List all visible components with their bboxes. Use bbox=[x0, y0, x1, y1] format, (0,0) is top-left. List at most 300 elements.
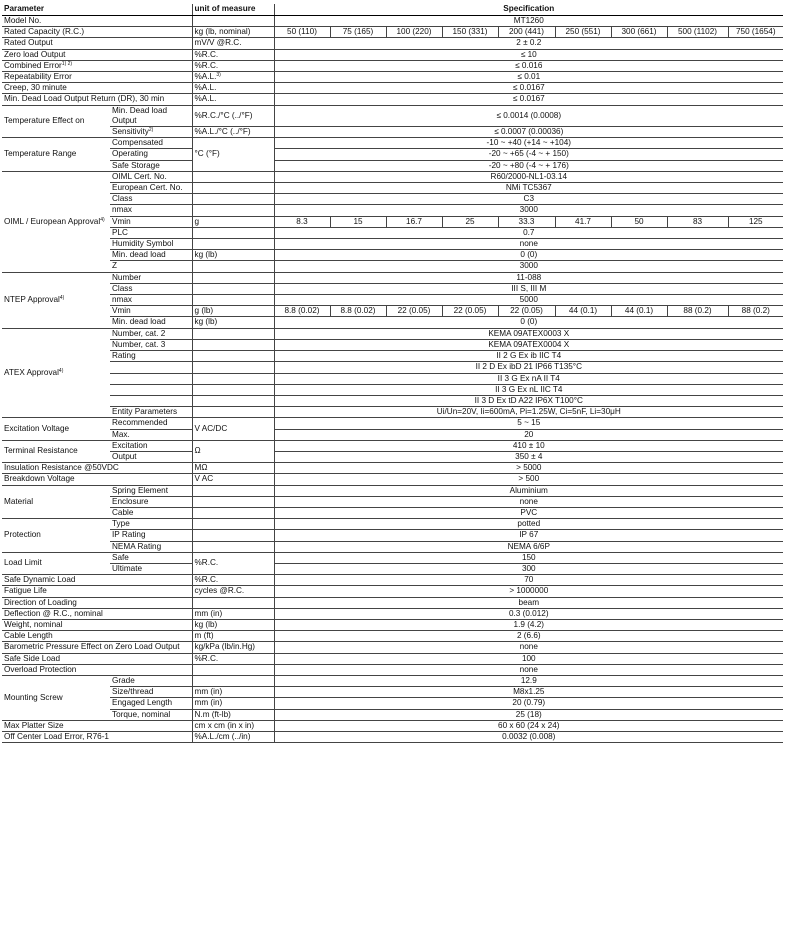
parameter-cell bbox=[2, 597, 192, 608]
parameter-cell bbox=[2, 732, 192, 743]
sub-parameter bbox=[110, 373, 192, 384]
header-specification: Specification bbox=[274, 4, 783, 16]
sub-parameter bbox=[110, 239, 192, 250]
unit-cell bbox=[192, 530, 274, 541]
spec-value: 150 bbox=[274, 552, 783, 563]
sub-parameter bbox=[110, 216, 192, 227]
parameter-text: Zero load Output bbox=[4, 49, 66, 59]
unit-cell bbox=[192, 94, 274, 105]
unit-text: kg (lb, nominal) bbox=[194, 27, 251, 37]
value-cell: 44 (0.1) bbox=[555, 306, 611, 317]
unit-cell bbox=[192, 407, 274, 418]
sub-parameter bbox=[110, 687, 192, 698]
unit-text: cm x cm (in x in) bbox=[194, 720, 255, 730]
parameter-text: Off Center Load Error, R76-1 bbox=[4, 732, 109, 741]
unit-text: %R.C. bbox=[194, 653, 219, 663]
parameter-text: Creep, 30 minute bbox=[4, 83, 67, 93]
sub-parameter bbox=[110, 496, 192, 507]
table-row bbox=[2, 160, 783, 171]
spec-value: none bbox=[274, 642, 783, 653]
sub-parameter-text: Safe bbox=[112, 552, 129, 562]
table-row bbox=[2, 194, 783, 205]
parameter-cell bbox=[2, 608, 192, 619]
table-row bbox=[2, 586, 783, 597]
footnote-marker: 1) 2) bbox=[61, 60, 73, 67]
unit-text: V AC bbox=[194, 474, 214, 484]
unit-cell bbox=[192, 60, 274, 71]
unit-cell bbox=[192, 183, 274, 194]
group-label-text: Temperature Effect on bbox=[4, 116, 85, 126]
table-row bbox=[2, 485, 783, 496]
unit-cell: kg (lb) bbox=[192, 317, 274, 328]
unit-text: MΩ bbox=[194, 463, 208, 473]
sub-parameter bbox=[110, 709, 192, 720]
sub-parameter-text: Excitation bbox=[112, 440, 148, 450]
value-cell: 41.7 bbox=[555, 216, 611, 227]
unit-cell: kg (lb) bbox=[192, 250, 274, 261]
value-cell: 500 (1102) bbox=[667, 27, 728, 38]
sub-parameter-text: Output bbox=[112, 451, 137, 461]
sub-parameter-text: Operating bbox=[112, 149, 148, 159]
sub-parameter bbox=[110, 440, 192, 451]
sub-parameter-text: Vmin bbox=[112, 216, 131, 226]
group-label bbox=[2, 138, 110, 172]
table-row bbox=[2, 653, 783, 664]
parameter-cell bbox=[2, 586, 192, 597]
sub-parameter bbox=[110, 407, 192, 418]
table-row bbox=[2, 429, 783, 440]
sub-parameter-text: Min. Dead load Output bbox=[112, 105, 168, 125]
spec-value: 0.7 bbox=[274, 227, 783, 238]
group-label-text: NTEP Approval bbox=[4, 295, 60, 305]
sub-parameter bbox=[110, 183, 192, 194]
group-label bbox=[2, 675, 110, 720]
sub-parameter bbox=[110, 171, 192, 182]
footnote-marker: 2) bbox=[148, 127, 154, 134]
sub-parameter bbox=[110, 105, 192, 126]
unit-text: mV/V @R.C. bbox=[194, 38, 242, 48]
sub-parameter-text: Torque, nominal bbox=[112, 709, 171, 719]
parameter-cell bbox=[2, 619, 192, 630]
sub-parameter-text: Recommended bbox=[112, 418, 168, 428]
spec-value: -20 ~ +65 (-4 ~ + 150) bbox=[274, 149, 783, 160]
group-label-text: Protection bbox=[4, 530, 41, 540]
group-label bbox=[2, 328, 110, 418]
unit-text: %A.L. bbox=[194, 72, 217, 82]
table-row bbox=[2, 563, 783, 574]
spec-value: > 1000000 bbox=[274, 586, 783, 597]
sub-parameter bbox=[110, 127, 192, 138]
group-label-text: Mounting Screw bbox=[4, 692, 63, 702]
unit-text: m (ft) bbox=[194, 631, 214, 641]
unit-cell bbox=[192, 720, 274, 731]
value-cell: 8.8 (0.02) bbox=[274, 306, 330, 317]
spec-value: IP 67 bbox=[274, 530, 783, 541]
value-cell: 8.8 (0.02) bbox=[330, 306, 386, 317]
parameter-text: Safe Side Load bbox=[4, 653, 60, 663]
parameter-text: Insulation Resistance @50VDC bbox=[4, 463, 119, 473]
unit-cell bbox=[192, 496, 274, 507]
table-row bbox=[2, 339, 783, 350]
spec-value: 11-088 bbox=[274, 272, 783, 283]
unit-cell bbox=[192, 474, 274, 485]
unit-text: kg (lb) bbox=[194, 619, 218, 629]
table-row bbox=[2, 463, 783, 474]
spec-value: 0 (0) bbox=[274, 317, 783, 328]
spec-value: ≤ 0.0167 bbox=[274, 83, 783, 94]
group-label bbox=[2, 105, 110, 138]
unit-cell bbox=[192, 205, 274, 216]
unit-cell bbox=[192, 373, 274, 384]
parameter-text: Overload Protection bbox=[4, 664, 77, 674]
unit-cell bbox=[192, 541, 274, 552]
spec-value: II 3 G Ex nL IIC T4 bbox=[274, 384, 783, 395]
spec-value: KEMA 09ATEX0004 X bbox=[274, 339, 783, 350]
unit-cell bbox=[192, 272, 274, 283]
table-row bbox=[2, 283, 783, 294]
value-cell: 33.3 bbox=[498, 216, 555, 227]
unit-cell bbox=[192, 575, 274, 586]
unit-cell bbox=[192, 642, 274, 653]
table-row bbox=[2, 72, 783, 83]
value-cell: 88 (0.2) bbox=[728, 306, 783, 317]
parameter-cell bbox=[2, 474, 192, 485]
sub-parameter-text: Number, cat. 3 bbox=[112, 339, 166, 349]
group-label bbox=[2, 552, 110, 574]
sub-parameter-text: Compensated bbox=[112, 138, 163, 148]
parameter-text: Direction of Loading bbox=[4, 597, 77, 607]
table-row bbox=[2, 105, 783, 126]
spec-value: ≤ 0.0167 bbox=[274, 94, 783, 105]
spec-value: -10 ~ +40 (+14 ~ +104) bbox=[274, 138, 783, 149]
unit-cell bbox=[192, 295, 274, 306]
sub-parameter bbox=[110, 395, 192, 406]
sub-parameter bbox=[110, 541, 192, 552]
spec-value: 0.3 (0.012) bbox=[274, 608, 783, 619]
table-row bbox=[2, 541, 783, 552]
unit-cell bbox=[192, 732, 274, 743]
value-cell: 16.7 bbox=[386, 216, 442, 227]
value-cell: 88 (0.2) bbox=[667, 306, 728, 317]
sub-parameter-text: Class bbox=[112, 194, 133, 204]
table-row bbox=[2, 664, 783, 675]
spec-value: R60/2000-NL1-03.14 bbox=[274, 171, 783, 182]
table-row bbox=[2, 60, 783, 71]
table-row bbox=[2, 261, 783, 272]
parameter-cell bbox=[2, 575, 192, 586]
unit-cell: °C (°F) bbox=[192, 138, 274, 172]
unit-cell bbox=[192, 261, 274, 272]
value-cell: 44 (0.1) bbox=[611, 306, 667, 317]
value-cell: 125 bbox=[728, 216, 783, 227]
value-cell: 22 (0.05) bbox=[498, 306, 555, 317]
sub-parameter bbox=[110, 507, 192, 518]
unit-cell: %R.C./°C (../°F) bbox=[192, 105, 274, 126]
header-unit: unit of measure bbox=[192, 4, 274, 16]
sub-parameter-text: PLC bbox=[112, 227, 128, 237]
header-parameter: Parameter bbox=[2, 4, 192, 16]
sub-parameter bbox=[110, 418, 192, 429]
sub-parameter bbox=[110, 675, 192, 686]
sub-parameter bbox=[110, 451, 192, 462]
parameter-text: Cable Length bbox=[4, 631, 53, 641]
parameter-text: Rated Output bbox=[4, 38, 53, 48]
table-row bbox=[2, 127, 783, 138]
table-row bbox=[2, 575, 783, 586]
unit-text: %R.C. bbox=[194, 60, 219, 70]
table-row bbox=[2, 328, 783, 339]
spec-value: ≤ 0.016 bbox=[274, 60, 783, 71]
parameter-cell bbox=[2, 642, 192, 653]
unit-cell bbox=[192, 395, 274, 406]
unit-cell bbox=[192, 608, 274, 619]
table-row bbox=[2, 384, 783, 395]
specification-table bbox=[2, 4, 783, 743]
spec-value: ≤ 10 bbox=[274, 49, 783, 60]
table-row bbox=[2, 418, 783, 429]
parameter-cell bbox=[2, 16, 192, 27]
value-cell: 150 (331) bbox=[442, 27, 498, 38]
table-row bbox=[2, 687, 783, 698]
unit-text: mm (in) bbox=[194, 608, 223, 618]
table-row bbox=[2, 49, 783, 60]
table-row bbox=[2, 94, 783, 105]
table-header-row bbox=[2, 4, 783, 16]
spec-value: Ui/Un=20V, Ii=600mA, Pi=1.25W, Ci=5nF, Li=30μH bbox=[274, 407, 783, 418]
table-row bbox=[2, 451, 783, 462]
table-row bbox=[2, 597, 783, 608]
sub-parameter bbox=[110, 698, 192, 709]
spec-value: 70 bbox=[274, 575, 783, 586]
parameter-text: Model No. bbox=[4, 16, 42, 25]
parameter-text: Barometric Pressure Effect on Zero Load Output bbox=[4, 642, 180, 652]
sub-parameter-text: Min. dead load bbox=[112, 250, 166, 260]
table-row bbox=[2, 642, 783, 653]
parameter-text: Min. Dead Load Output Return (DR), 30 min bbox=[4, 94, 165, 104]
table-row bbox=[2, 183, 783, 194]
parameter-text: Max Platter Size bbox=[4, 720, 64, 730]
table-row bbox=[2, 507, 783, 518]
value-cell: 83 bbox=[667, 216, 728, 227]
unit-text: %A.L./cm (../in) bbox=[194, 732, 251, 741]
spec-value: > 500 bbox=[274, 474, 783, 485]
spec-value: 2 (6.6) bbox=[274, 631, 783, 642]
unit-cell bbox=[192, 16, 274, 27]
spec-value: NMi TC5367 bbox=[274, 183, 783, 194]
sub-parameter-text: Size/thread bbox=[112, 687, 154, 697]
unit-cell bbox=[192, 619, 274, 630]
table-row bbox=[2, 440, 783, 451]
value-cell: 200 (441) bbox=[498, 27, 555, 38]
spec-value: none bbox=[274, 239, 783, 250]
sub-parameter bbox=[110, 429, 192, 440]
unit-cell bbox=[192, 49, 274, 60]
group-label bbox=[2, 519, 110, 553]
table-row bbox=[2, 239, 783, 250]
parameter-cell bbox=[2, 720, 192, 731]
unit-cell bbox=[192, 351, 274, 362]
table-row bbox=[2, 698, 783, 709]
value-cell: 750 (1654) bbox=[728, 27, 783, 38]
sub-parameter bbox=[110, 138, 192, 149]
sub-parameter bbox=[110, 351, 192, 362]
sub-parameter-text: Engaged Length bbox=[112, 698, 173, 708]
unit-text: kg/kPa (lb/in.Hg) bbox=[194, 642, 256, 652]
parameter-text: Deflection @ R.C., nominal bbox=[4, 608, 103, 618]
unit-text: %A.L. bbox=[194, 94, 217, 104]
table-row bbox=[2, 362, 783, 373]
sub-parameter-text: Grade bbox=[112, 675, 135, 685]
sub-parameter-text: Min. dead load bbox=[112, 317, 166, 327]
value-cell: 50 (110) bbox=[274, 27, 330, 38]
group-label bbox=[2, 440, 110, 462]
spec-value: III S, III M bbox=[274, 283, 783, 294]
unit-cell bbox=[192, 227, 274, 238]
group-label-text: Terminal Resistance bbox=[4, 446, 78, 456]
sub-parameter-text: Ultimate bbox=[112, 563, 143, 573]
unit-cell bbox=[192, 362, 274, 373]
group-label-text: Excitation Voltage bbox=[4, 423, 70, 433]
sub-parameter-text: Cable bbox=[112, 507, 134, 517]
unit-cell bbox=[192, 463, 274, 474]
unit-cell bbox=[192, 38, 274, 49]
spec-value: 410 ± 10 bbox=[274, 440, 783, 451]
sub-parameter bbox=[110, 519, 192, 530]
table-row bbox=[2, 474, 783, 485]
unit-text: %R.C. bbox=[194, 575, 219, 585]
spec-value: 0 (0) bbox=[274, 250, 783, 261]
value-cell: 15 bbox=[330, 216, 386, 227]
unit-cell bbox=[192, 631, 274, 642]
sub-parameter-text: Sensitivity bbox=[112, 127, 149, 137]
sub-parameter-text: OIML Cert. No. bbox=[112, 171, 167, 181]
value-cell: 75 (165) bbox=[330, 27, 386, 38]
parameter-cell bbox=[2, 94, 192, 105]
value-cell: 300 (661) bbox=[611, 27, 667, 38]
unit-cell: mm (in) bbox=[192, 687, 274, 698]
unit-cell bbox=[192, 653, 274, 664]
table-row bbox=[2, 608, 783, 619]
sub-parameter bbox=[110, 306, 192, 317]
spec-value: 5000 bbox=[274, 295, 783, 306]
table-row bbox=[2, 732, 783, 743]
parameter-cell bbox=[2, 49, 192, 60]
spec-value: -20 ~ +80 (-4 ~ + 176) bbox=[274, 160, 783, 171]
unit-cell bbox=[192, 485, 274, 496]
group-label-text: OIML / European Approval bbox=[4, 216, 101, 226]
table-row bbox=[2, 530, 783, 541]
sub-parameter-text: Entity Parameters bbox=[112, 407, 178, 417]
spec-value: II 3 G Ex nA II T4 bbox=[274, 373, 783, 384]
unit-cell bbox=[192, 72, 274, 83]
sub-parameter-text: Enclosure bbox=[112, 496, 149, 506]
spec-value: ≤ 0.0007 (0.00036) bbox=[274, 127, 783, 138]
spec-value: 100 bbox=[274, 653, 783, 664]
parameter-text: Fatigue Life bbox=[4, 586, 47, 596]
unit-cell: Ω bbox=[192, 440, 274, 462]
sub-parameter-text: IP Rating bbox=[112, 530, 146, 540]
sub-parameter-text: Max. bbox=[112, 429, 130, 439]
parameter-cell bbox=[2, 27, 192, 38]
footnote-marker: 4) bbox=[59, 295, 65, 302]
sub-parameter bbox=[110, 261, 192, 272]
sub-parameter-text: European Cert. No. bbox=[112, 183, 183, 193]
table-row bbox=[2, 373, 783, 384]
spec-value: potted bbox=[274, 519, 783, 530]
table-row bbox=[2, 250, 783, 261]
table-row bbox=[2, 16, 783, 27]
sub-parameter bbox=[110, 552, 192, 563]
spec-value: 20 (0.79) bbox=[274, 698, 783, 709]
unit-cell bbox=[192, 239, 274, 250]
sub-parameter bbox=[110, 227, 192, 238]
sub-parameter bbox=[110, 160, 192, 171]
unit-cell: %R.C. bbox=[192, 552, 274, 574]
spec-value: ≤ 0.01 bbox=[274, 72, 783, 83]
sub-parameter-text: Class bbox=[112, 283, 133, 293]
table-row bbox=[2, 720, 783, 731]
parameter-cell bbox=[2, 631, 192, 642]
unit-text: %A.L. bbox=[194, 83, 217, 93]
unit-cell bbox=[192, 675, 274, 686]
table-row bbox=[2, 619, 783, 630]
sub-parameter-text: Vmin bbox=[112, 306, 131, 316]
sub-parameter-text: nmax bbox=[112, 205, 133, 215]
unit-cell bbox=[192, 384, 274, 395]
value-cell: 250 (551) bbox=[555, 27, 611, 38]
sub-parameter bbox=[110, 563, 192, 574]
spec-value: II 2 G Ex ib IIC T4 bbox=[274, 351, 783, 362]
table-row bbox=[2, 407, 783, 418]
unit-cell: g (lb) bbox=[192, 306, 274, 317]
unit-cell bbox=[192, 27, 274, 38]
spec-value: KEMA 09ATEX0003 X bbox=[274, 328, 783, 339]
parameter-cell bbox=[2, 83, 192, 94]
footnote-marker: 4) bbox=[58, 367, 64, 374]
value-cell: 25 bbox=[442, 216, 498, 227]
sub-parameter bbox=[110, 362, 192, 373]
unit-cell bbox=[192, 519, 274, 530]
sub-parameter bbox=[110, 485, 192, 496]
spec-value: beam bbox=[274, 597, 783, 608]
sub-parameter bbox=[110, 384, 192, 395]
spec-value: 0.0032 (0.008) bbox=[274, 732, 783, 743]
table-row bbox=[2, 395, 783, 406]
table-row bbox=[2, 38, 783, 49]
unit-text: %R.C. bbox=[194, 49, 219, 59]
unit-cell bbox=[192, 507, 274, 518]
unit-cell bbox=[192, 586, 274, 597]
spec-value: 3000 bbox=[274, 261, 783, 272]
footnote-marker: 4) bbox=[100, 216, 105, 223]
unit-cell bbox=[192, 664, 274, 675]
footnote-marker: 3) bbox=[216, 72, 221, 79]
table-row bbox=[2, 631, 783, 642]
value-cell: 22 (0.05) bbox=[386, 306, 442, 317]
spec-value: NEMA 6/6P bbox=[274, 541, 783, 552]
table-row bbox=[2, 519, 783, 530]
sub-parameter bbox=[110, 205, 192, 216]
specification-body bbox=[2, 16, 783, 743]
sub-parameter bbox=[110, 149, 192, 160]
table-row bbox=[2, 227, 783, 238]
spec-value: ≤ 0.0014 (0.0008) bbox=[274, 105, 783, 126]
table-row bbox=[2, 317, 783, 328]
spec-value: 1.9 (4.2) bbox=[274, 619, 783, 630]
unit-cell bbox=[192, 328, 274, 339]
group-label bbox=[2, 171, 110, 272]
table-row bbox=[2, 552, 783, 563]
